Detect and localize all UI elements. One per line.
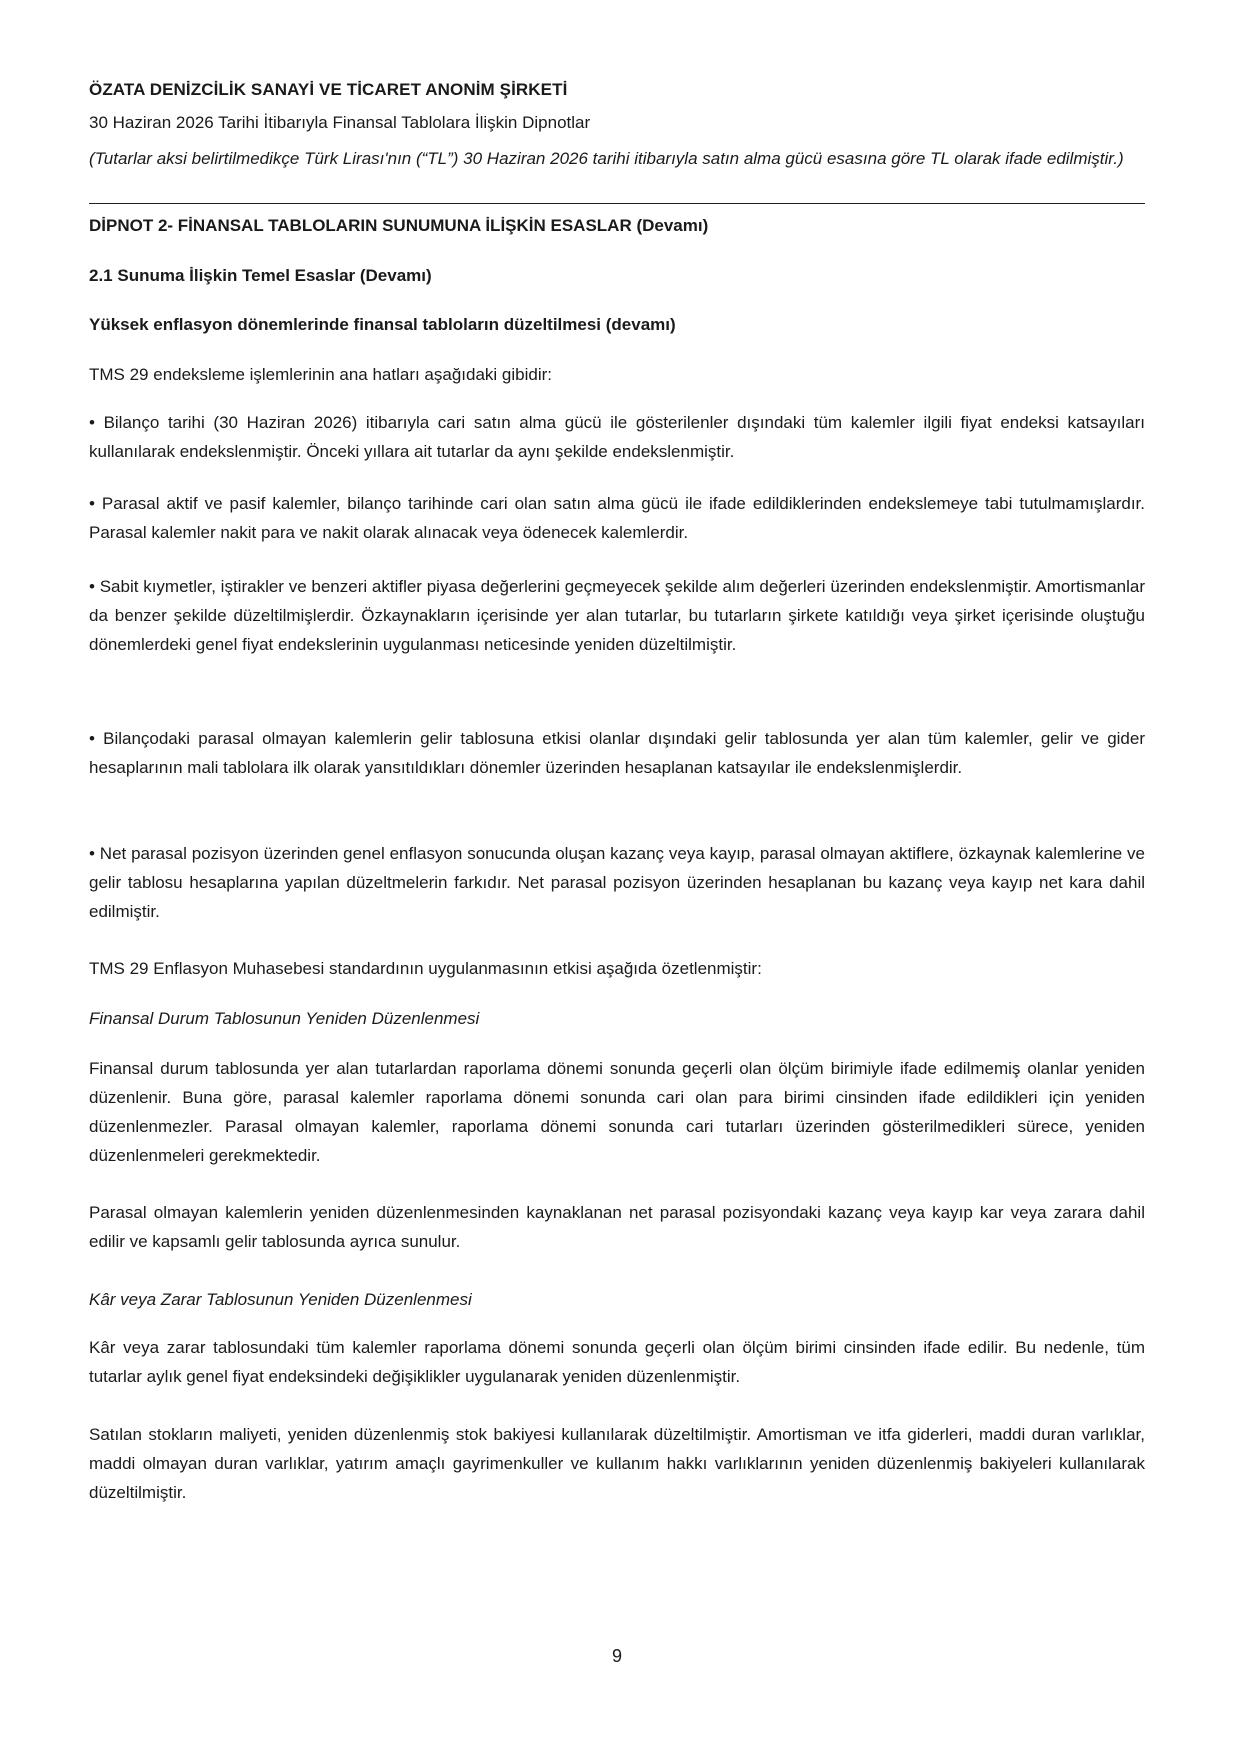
report-subtitle: 30 Haziran 2026 Tarihi İtibarıyla Finansal Tablolara İlişkin Dipnotlar [89, 113, 591, 132]
company-name: ÖZATA DENİZCİLİK SANAYİ VE TİCARET ANONİM ŞİRKETİ [89, 80, 568, 99]
bullet-item-5: • Net parasal pozisyon üzerinden genel enflasyon sonucunda oluşan kazanç veya kayıp, parasal olmayan aktiflere, özkaynak kalemlerine ve gelir tablosu hesaplarına yapılan düzeltmelerin farkıdır. Net parasal pozisyon üzerinden hesaplanan bu kazanç veya kayıp net kara dahil edilmiştir. [89, 844, 1145, 921]
bullet-item-2: • Parasal aktif ve pasif kalemler, bilanço tarihinde cari olan satın alma gücü ile ifade edildiklerinden endekslemeye tabi tutulmamışlardır. Parasal kalemler nakit para ve nakit olarak alınacak veya ödenecek kalemlerdir. [89, 494, 1145, 542]
heading-financial-position: Finansal Durum Tablosunun Yeniden Düzenlenmesi [89, 1009, 480, 1028]
intro-paragraph: TMS 29 endeksleme işlemlerinin ana hatları aşağıdaki gibidir: [89, 365, 553, 384]
subsection-title: 2.1 Sunuma İlişkin Temel Esaslar (Devamı) [89, 266, 432, 285]
heading-profit-loss: Kâr veya Zarar Tablosunun Yeniden Düzenlenmesi [89, 1290, 472, 1309]
bullet-item-4: • Bilançodaki parasal olmayan kalemlerin gelir tablosuna etkisi olanlar dışındaki gelir tablosunda yer alan tüm kalemler, gelir ve gider hesaplarının mali tablolara ilk olarak yansıtıldıkları dönemler üzerinden hesaplanan katsayılar ile endekslenmişlerdir. [89, 729, 1145, 777]
section-title: DİPNOT 2- FİNANSAL TABLOLARIN SUNUMUNA İLİŞKİN ESASLAR (Devamı) [89, 216, 709, 235]
header-divider [89, 203, 1145, 204]
financial-position-paragraph-2: Parasal olmayan kalemlerin yeniden düzenlenmesinden kaynaklanan net parasal pozisyondaki kazanç veya kayıp kar veya zarara dahil edilir ve kapsamlı gelir tablosunda ayrıca sunulur. [89, 1203, 1145, 1251]
bullet-item-3: • Sabit kıymetler, iştirakler ve benzeri aktifler piyasa değerlerini geçmeyecek şekilde alım değerleri üzerinden endekslenmiştir. Amortismanlar da benzer şekilde düzeltilmişlerdir. Özkaynakların içerisinde yer alan tutarlar, bu tutarların şirkete katıldığı veya şirket içerisinde oluştuğu dönemlerdeki genel fiyat endekslerinin uygulanması neticesinde yeniden düzeltilmiştir. [89, 577, 1145, 654]
currency-note: (Tutarlar aksi belirtilmedikçe Türk Lirası'nın (“TL”) 30 Haziran 2026 tarihi itibarıyla satın alma gücü esasına göre TL olarak ifade edilmiştir.) [89, 149, 1124, 168]
financial-position-paragraph-1: Finansal durum tablosunda yer alan tutarlardan raporlama dönemi sonunda geçerli olan ölçüm birimiyle ifade edilmemiş olanlar yeniden düzenlenir. Buna göre, parasal kalemler raporlama dönemi sonunda cari olan para birimi cinsinden ifade edildikleri için yeniden düzenlenmezler. Parasal olmayan kalemler, raporlama dönemi sonunda cari tutarları üzerinden gösterilmedikleri sürece, yeniden düzenlenmeleri gerekmektedir. [89, 1059, 1145, 1165]
document-page [89, 0, 1145, 1754]
bullet-item-1: • Bilanço tarihi (30 Haziran 2026) itibarıyla cari satın alma gücü ile gösterilenler dışındaki tüm kalemler ilgili fiyat endeksi katsayıları kullanılarak endekslenmiştir. Önceki yıllara ait tutarlar da aynı şekilde endekslenmiştir. [89, 413, 1145, 461]
page-number: 9 [611, 1646, 622, 1666]
subheading: Yüksek enflasyon dönemlerinde finansal tabloların düzeltilmesi (devamı) [89, 315, 676, 334]
profit-loss-paragraph-1: Kâr veya zarar tablosundaki tüm kalemler raporlama dönemi sonunda geçerli olan ölçüm birimi cinsinden ifade edilir. Bu nedenle, tüm tutarlar aylık genel fiyat endeksindeki değişiklikler uygulanarak yeniden düzenlenmiştir. [89, 1338, 1145, 1386]
profit-loss-paragraph-2: Satılan stokların maliyeti, yeniden düzenlenmiş stok bakiyesi kullanılarak düzeltilmiştir. Amortisman ve itfa giderleri, maddi duran varlıklar, maddi olmayan duran varlıklar, yatırım amaçlı gayrimenkuller ve kullanım hakkı varlıklarının yeniden düzenlenmiş bakiyeleri kullanılarak düzeltilmiştir. [89, 1425, 1145, 1502]
effect-intro: TMS 29 Enflasyon Muhasebesi standardının uygulanmasının etkisi aşağıda özetlenmiştir: [89, 959, 762, 978]
